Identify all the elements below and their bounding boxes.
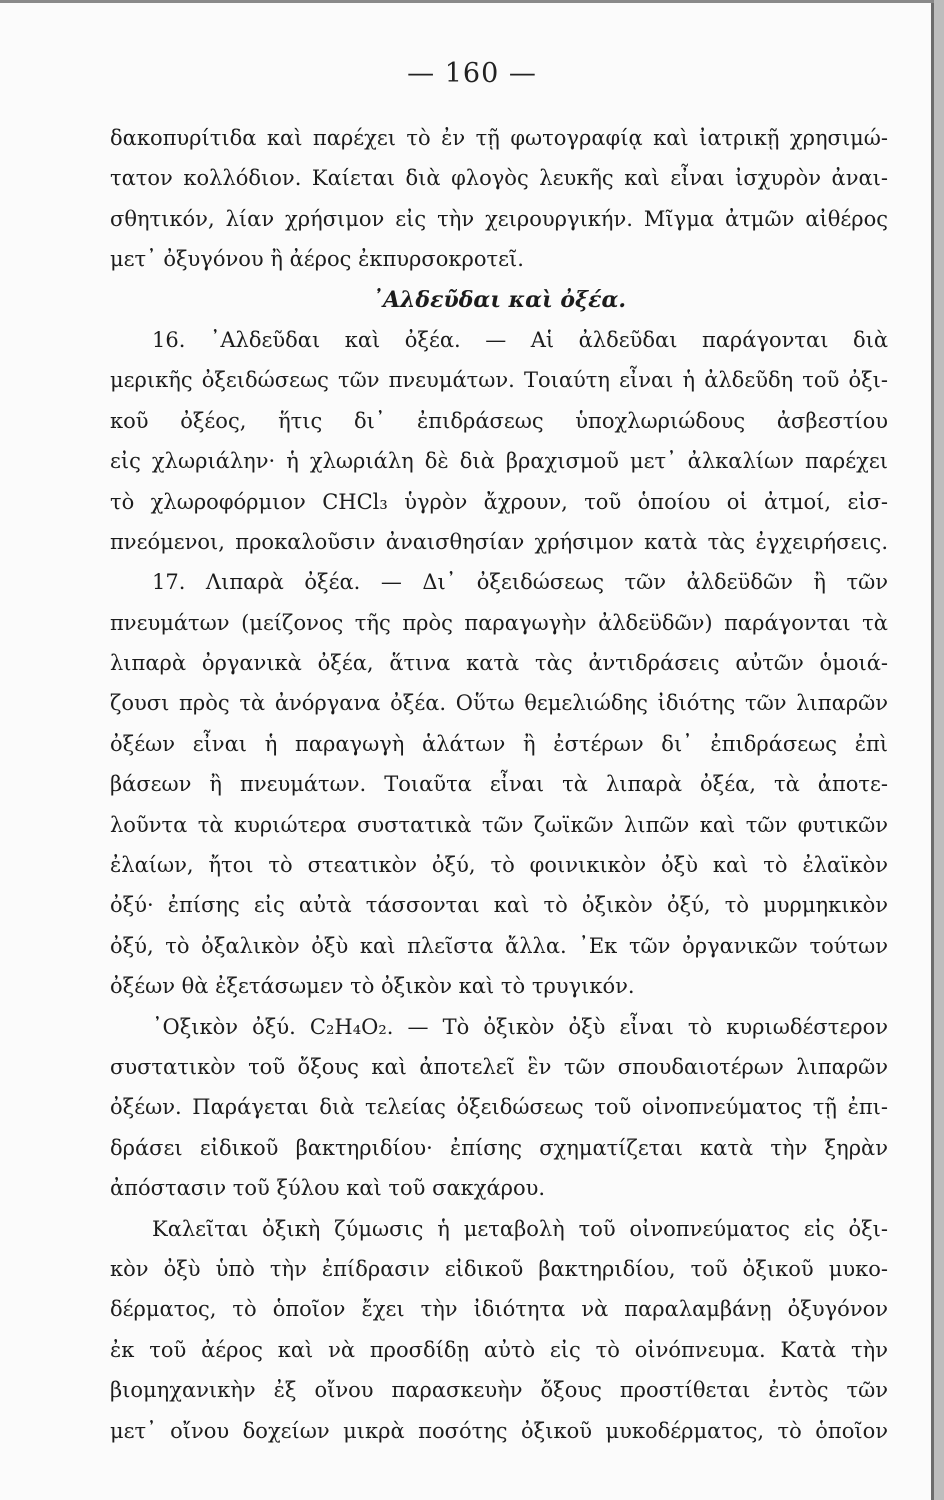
text-line: πνεόμενοι, προκαλοῦσιν ἀναισθησίαν χρήσιμον κατὰ τὰς ἐγχειρήσεις. [110, 529, 888, 554]
text-line: σθητικόν, λίαν χρήσιμον εἰς τὴν χειρουργικήν. Μῖγμα ἀτμῶν αἰθέρος [110, 206, 888, 231]
text-line: ᾽Οξικὸν ὀξύ. C₂H₄O₂. — Τὸ ὀξικὸν ὀξὺ εἶναι τὸ κυριωδέστερον [152, 1014, 888, 1039]
text-line: κοῦ ὀξέος, ἥτις δι᾽ ἐπιδράσεως ὑποχλωριώδους ἀσβεστίου [110, 408, 888, 433]
text-line: δέρματος, τὸ ὁποῖον ἔχει τὴν ἰδιότητα νὰ παραλαμβάνῃ ὀξυγόνον [110, 1297, 888, 1322]
text-line: βάσεων ἢ πνευμάτων. Τοιαῦτα εἶναι τὰ λιπαρὰ ὀξέα, τὰ ἀποτε- [110, 772, 888, 797]
text-line: συστατικὸν τοῦ ὄξους καὶ ἀποτελεῖ ἓν τῶν σπουδαιοτέρων λιπαρῶν [110, 1054, 888, 1079]
text-line: λιπαρὰ ὀργανικὰ ὀξέα, ἅτινα κατὰ τὰς ἀντιδράσεις αὐτῶν ὁμοιά- [110, 651, 888, 676]
text-line: δακοπυρίτιδα καὶ παρέχει τὸ ἐν τῇ φωτογραφίᾳ καὶ ἰατρικῇ χρησιμώ- [110, 126, 888, 150]
text-line: ἐλαίων, ἤτοι τὸ στεατικὸν ὀξύ, τὸ φοινικικὸν ὀξὺ καὶ τὸ ἐλαϊκὸν [110, 853, 888, 878]
section-heading: ᾽Αλδεῦδαι καὶ ὀξέα. [371, 286, 627, 313]
page-number: — 160 — [407, 58, 537, 89]
text-line: μετ᾽ οἴνου δοχείων μικρὰ ποσότης ὀξικοῦ μυκοδέρματος, τὸ ὁποῖον [110, 1418, 888, 1443]
text-line: ἀπόστασιν τοῦ ξύλου καὶ τοῦ σακχάρου. [110, 1176, 546, 1201]
text-line: εἰς χλωριάλην· ἡ χλωριάλη δὲ διὰ βραχισμοῦ μετ᾽ ἀλκαλίων παρέχει [110, 449, 888, 474]
top-border [0, 0, 934, 3]
text-line: ζουσι πρὸς τὰ ἀνόργανα ὀξέα. Οὕτω θεμελιώδης ἰδιότης τῶν λιπαρῶν [110, 691, 888, 716]
text-line: ὀξύ· ἐπίσης εἰς αὐτὰ τάσσονται καὶ τὸ ὀξικὸν ὀξύ, τὸ μυρμηκικὸν [110, 893, 888, 918]
text-line: 16. ᾽Αλδεῦδαι καὶ ὀξέα. — Αἱ ἀλδεῦδαι παράγονται διὰ [152, 327, 888, 352]
text-line: Καλεῖται ὀξικὴ ζύμωσις ἡ μεταβολὴ τοῦ οἰνοπνεύματος εἰς ὀξι- [152, 1216, 888, 1241]
text-line: τατον κολλόδιον. Καίεται διὰ φλογὸς λευκῆς καὶ εἶναι ἰσχυρὸν ἀναι- [110, 166, 888, 191]
text-line: ὀξέων εἶναι ἡ παραγωγὴ ἁλάτων ἢ ἐστέρων δι᾽ ἐπιδράσεως ἐπὶ [110, 731, 888, 756]
text-line: ὀξέων θὰ ἐξετάσωμεν τὸ ὀξικὸν καὶ τὸ τρυγικόν. [110, 974, 635, 999]
text-line: τὸ χλωροφόρμιον CHCl₃ ὑγρὸν ἄχρουν, τοῦ ὁποίου οἱ ἀτμοί, εἰσ- [110, 489, 888, 514]
text-line: μετ᾽ ὀξυγόνου ἢ ἀέρος ἐκπυρσοκροτεῖ. [110, 247, 524, 272]
body-text [110, 118, 888, 1451]
text-line: λοῦντα τὰ κυριώτερα συστατικὰ τῶν ζωϊκῶν λιπῶν καὶ τῶν φυτικῶν [110, 812, 888, 837]
text-line: κὸν ὀξὺ ὑπὸ τὴν ἐπίδρασιν εἰδικοῦ βακτηριδίου, τοῦ ὀξικοῦ μυκο- [110, 1256, 888, 1281]
text-line: βιομηχανικὴν ἐξ οἴνου παρασκευὴν ὄξους προστίθεται ἐντὸς τῶν [110, 1378, 888, 1403]
text-line: ὀξέων. Παράγεται διὰ τελείας ὀξειδώσεως τοῦ οἰνοπνεύματος τῇ ἐπι- [110, 1095, 888, 1120]
text-line: ὀξύ, τὸ ὀξαλικὸν ὀξὺ καὶ πλεῖστα ἄλλα. ᾽Εκ τῶν ὀργανικῶν τούτων [110, 933, 888, 958]
text-line: δράσει εἰδικοῦ βακτηριδίου· ἐπίσης σχηματίζεται κατὰ τὴν ξηρὰν [110, 1135, 888, 1160]
page-edge [934, 0, 944, 1500]
text-line: ἐκ τοῦ ἀέρος καὶ νὰ προσδίδῃ αὐτὸ εἰς τὸ οἰνόπνευμα. Κατὰ τὴν [110, 1337, 888, 1362]
text-line: μερικῆς ὀξειδώσεως τῶν πνευμάτων. Τοιαύτη εἶναι ἡ ἀλδεῦδη τοῦ ὀξι- [110, 368, 888, 393]
text-line: πνευμάτων (μείζονος τῆς πρὸς παραγωγὴν ἀλδεϋδῶν) παράγονται τὰ [110, 610, 888, 635]
text-line: 17. Λιπαρὰ ὀξέα. — Δι᾽ ὀξειδώσεως τῶν ἀλδεϋδῶν ἢ τῶν [152, 570, 888, 595]
